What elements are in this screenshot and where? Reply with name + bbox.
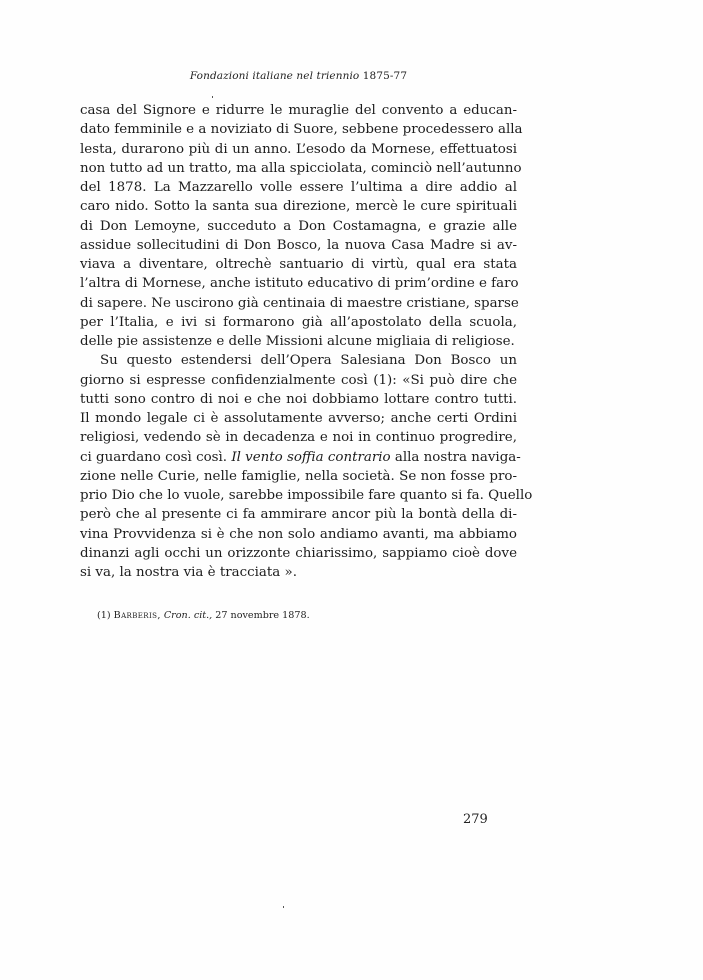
footnote-marker: (1) — [97, 610, 111, 621]
text-line: prio Dio che lo vuole, sarebbe impossibile fare quanto si fa. Quello — [80, 488, 533, 503]
text-line: lesta, durarono più di un anno. L’esodo da Mornese, effettuatosi — [80, 141, 517, 157]
text-line: però che al presente ci fa ammirare ancor più la bontà della di- — [80, 507, 517, 523]
text-line: vina Provvidenza si è che non solo andiamo avanti, ma abbiamo — [80, 526, 517, 542]
text-line: Il mondo legale ci è assolutamente avverso; anche certi Ordini — [80, 411, 517, 426]
text-line: assidue sollecitudini di Don Bosco, la nuova Casa Madre si av- — [80, 237, 517, 253]
footnote — [97, 610, 517, 621]
body-text — [80, 101, 533, 582]
footnote-work: Cron. cit., — [163, 610, 213, 621]
text-line-paragraph-end: delle pie assistenze e delle Missioni alcune migliaia di religiose. — [80, 334, 515, 349]
text-line: per l’Italia, e ivi si formarono già all’apostolato della scuola, — [80, 314, 517, 330]
text-line-mixed — [80, 448, 521, 467]
text-line: caro nido. Sotto la santa sua direzione, mercè le cure spirituali — [80, 199, 517, 215]
text-line-paragraph-start: Su questo estendersi dell’Opera Salesiana Don Bosco un — [100, 353, 517, 369]
text-line: casa del Signore e ridurre le muraglie del convento a educan- — [80, 103, 517, 118]
text-line: non tutto ad un tratto, ma alla spicciolata, cominciò nell’autunno — [80, 160, 522, 176]
running-head — [80, 70, 517, 82]
text-segment: ci guardano così così. — [80, 449, 232, 465]
text-line: di Don Lemoyne, succeduto a Don Costamagna, e grazie alle — [80, 218, 517, 234]
text-line: l’altra di Mornese, anche istituto educativo di prim’ordine e faro — [80, 276, 519, 292]
scan-speck — [283, 906, 284, 908]
text-line: dinanzi agli occhi un orizzonte chiarissimo, sappiamo cioè dove — [80, 545, 517, 561]
running-head-title: Fondazioni italiane nel triennio — [189, 70, 360, 82]
text-line: tutti sono contro di noi e che noi dobbiamo lottare contro tutti. — [80, 391, 517, 407]
text-line: religiosi, vedendo sè in decadenza e noi in continuo progredire, — [80, 430, 517, 446]
text-line: zione nelle Curie, nelle famiglie, nella società. Se non fosse pro- — [80, 468, 517, 484]
text-line-paragraph-end: si va, la nostra via è tracciata ». — [80, 565, 297, 580]
scan-speck — [212, 96, 213, 98]
text-line: viava a diventare, oltrechè santuario di virtù, qual era stata — [80, 257, 517, 272]
page-number: 279 — [463, 812, 488, 827]
text-line: del 1878. La Mazzarello volle essere l’ultima a dire addio al — [80, 180, 517, 195]
running-head-years: 1875-77 — [362, 70, 408, 82]
text-line: giorno si espresse confidenzialmente così (1): «Si può dire che — [80, 372, 517, 388]
footnote-author: Barberis, — [113, 610, 161, 621]
text-segment: alla nostra naviga- — [390, 449, 521, 465]
footnote-date: 27 novembre 1878. — [215, 610, 310, 621]
italic-phrase: Il vento soffia contrario — [231, 449, 391, 465]
text-line: dato femminile e a noviziato di Suore, sebbene procedessero alla — [80, 122, 523, 138]
text-line: di sapere. Ne uscirono già centinaia di maestre cristiane, sparse — [80, 295, 519, 311]
